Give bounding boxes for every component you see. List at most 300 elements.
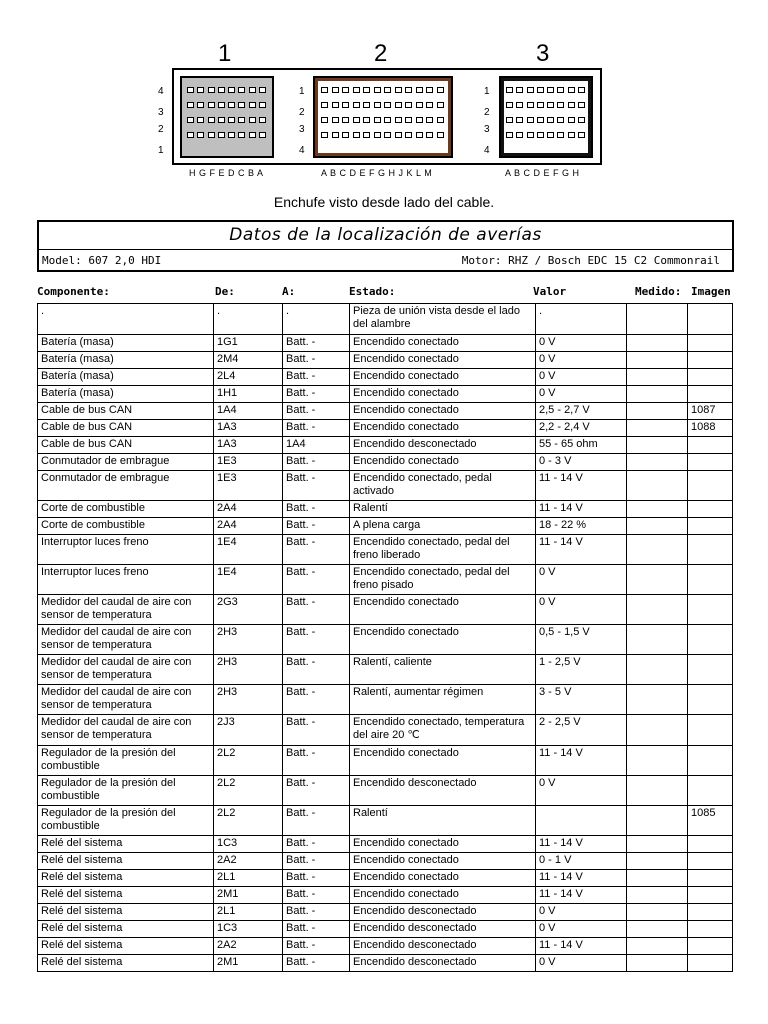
- connector-pin: [218, 117, 225, 123]
- row-estado: Encendido desconectado: [350, 776, 536, 806]
- connector-pin: [228, 87, 235, 93]
- row-componente: Relé del sistema: [38, 955, 214, 972]
- connector-pin: [321, 102, 328, 108]
- row-a: .: [283, 304, 350, 335]
- row-medido: [627, 437, 688, 454]
- connector-pin: [384, 117, 391, 123]
- row-a: Batt. -: [283, 685, 350, 715]
- connector-pin: [342, 87, 349, 93]
- row-componente: Relé del sistema: [38, 870, 214, 887]
- connector-pin: [374, 87, 381, 93]
- row-imagen: [688, 352, 733, 369]
- row-a: Batt. -: [283, 595, 350, 625]
- row-a: Batt. -: [283, 776, 350, 806]
- row-componente: Relé del sistema: [38, 921, 214, 938]
- row-medido: [627, 655, 688, 685]
- row-componente: Conmutador de embrague: [38, 454, 214, 471]
- row-valor: 0,5 - 1,5 V: [536, 625, 627, 655]
- row-medido: [627, 454, 688, 471]
- row-estado: Encendido conectado: [350, 369, 536, 386]
- row-componente: Medidor del caudal de aire con sensor de temperatura: [38, 685, 214, 715]
- row-estado: Encendido conectado: [350, 625, 536, 655]
- row-imagen: [688, 904, 733, 921]
- row-valor: 2,2 - 2,4 V: [536, 420, 627, 437]
- connector-pin: [374, 102, 381, 108]
- row-imagen: [688, 921, 733, 938]
- row-a: Batt. -: [283, 625, 350, 655]
- connector-pin: [197, 117, 204, 123]
- connector-2-pins: [321, 87, 445, 138]
- connector-1-row-label: 4: [158, 86, 164, 97]
- connector-pin: [527, 117, 534, 123]
- connector-pin: [557, 87, 564, 93]
- connector-pin: [249, 117, 256, 123]
- column-header-estado: Estado:: [349, 285, 396, 298]
- row-componente: Relé del sistema: [38, 853, 214, 870]
- column-header-imagen: Imagen: [691, 285, 731, 298]
- connector-pin: [218, 102, 225, 108]
- connector-pin: [332, 102, 339, 108]
- row-imagen: [688, 955, 733, 972]
- connector-pin: [353, 132, 360, 138]
- row-medido: [627, 386, 688, 403]
- row-medido: [627, 420, 688, 437]
- row-valor: 11 - 14 V: [536, 870, 627, 887]
- row-valor: 0 V: [536, 369, 627, 386]
- row-valor: 0 V: [536, 386, 627, 403]
- row-medido: [627, 518, 688, 535]
- row-de: 2A4: [214, 501, 283, 518]
- table-row: [38, 369, 733, 386]
- table-row: [38, 403, 733, 420]
- row-de: 1E3: [214, 454, 283, 471]
- row-valor: 11 - 14 V: [536, 887, 627, 904]
- row-valor: 11 - 14 V: [536, 836, 627, 853]
- connector-pin: [416, 87, 423, 93]
- row-imagen: [688, 437, 733, 454]
- table-row: [38, 454, 733, 471]
- row-de: 2L2: [214, 776, 283, 806]
- row-a: Batt. -: [283, 955, 350, 972]
- connector-pin: [437, 87, 444, 93]
- row-componente: Cable de bus CAN: [38, 420, 214, 437]
- connector-pin: [516, 87, 523, 93]
- row-imagen: [688, 454, 733, 471]
- connector-pin: [208, 102, 215, 108]
- row-a: Batt. -: [283, 369, 350, 386]
- connector-pin: [568, 117, 575, 123]
- row-medido: [627, 938, 688, 955]
- row-medido: [627, 501, 688, 518]
- row-de: 2M1: [214, 887, 283, 904]
- connector-pin: [197, 102, 204, 108]
- row-de: .: [214, 304, 283, 335]
- row-imagen: [688, 471, 733, 501]
- column-header-de: De:: [215, 285, 235, 298]
- connector-pin: [353, 87, 360, 93]
- row-de: 1A4: [214, 403, 283, 420]
- row-componente: Relé del sistema: [38, 836, 214, 853]
- row-de: 1C3: [214, 836, 283, 853]
- row-valor: 11 - 14 V: [536, 535, 627, 565]
- row-medido: [627, 595, 688, 625]
- row-de: 2M1: [214, 955, 283, 972]
- connector-3-row-label: 3: [484, 124, 490, 135]
- row-estado: Pieza de unión vista desde el lado del alambre: [350, 304, 536, 335]
- connector-pin: [506, 117, 513, 123]
- row-de: 2M4: [214, 352, 283, 369]
- row-estado: Encendido conectado: [350, 887, 536, 904]
- row-estado: Encendido conectado, pedal del freno liberado: [350, 535, 536, 565]
- connector-pin: [363, 102, 370, 108]
- row-valor: [536, 806, 627, 836]
- connector-3-number: 3: [536, 40, 550, 67]
- connector-pin: [249, 87, 256, 93]
- row-componente: Regulador de la presión del combustible: [38, 746, 214, 776]
- motor-label: Motor: RHZ / Bosch EDC 15 C2 Commonrail: [461, 254, 720, 267]
- connector-pin: [578, 87, 585, 93]
- connector-pin: [578, 117, 585, 123]
- row-valor: 0 - 1 V: [536, 853, 627, 870]
- table-row: [38, 386, 733, 403]
- row-medido: [627, 625, 688, 655]
- row-imagen: [688, 938, 733, 955]
- connector-1-row-label: 3: [158, 107, 164, 118]
- row-imagen: [688, 746, 733, 776]
- row-medido: [627, 304, 688, 335]
- row-medido: [627, 887, 688, 904]
- row-de: 1E3: [214, 471, 283, 501]
- row-componente: Medidor del caudal de aire con sensor de temperatura: [38, 595, 214, 625]
- row-a: Batt. -: [283, 386, 350, 403]
- row-a: Batt. -: [283, 420, 350, 437]
- row-componente: Interruptor luces freno: [38, 535, 214, 565]
- connector-pin: [259, 102, 266, 108]
- connector-pin: [578, 132, 585, 138]
- row-valor: 0 V: [536, 352, 627, 369]
- row-a: Batt. -: [283, 806, 350, 836]
- diagram-caption: Enchufe visto desde lado del cable.: [273, 194, 495, 210]
- connector-pin: [249, 132, 256, 138]
- connector-pin: [187, 117, 194, 123]
- connector-pin: [557, 117, 564, 123]
- row-medido: [627, 904, 688, 921]
- connector-pin: [395, 87, 402, 93]
- row-componente: Cable de bus CAN: [38, 403, 214, 420]
- table-row: [38, 921, 733, 938]
- row-estado: Ralentí, caliente: [350, 655, 536, 685]
- connector-pin: [568, 102, 575, 108]
- row-de: 2L2: [214, 806, 283, 836]
- row-de: 1E4: [214, 565, 283, 595]
- row-medido: [627, 921, 688, 938]
- connector-pin: [405, 117, 412, 123]
- table-row: [38, 853, 733, 870]
- connector-pin: [321, 87, 328, 93]
- row-valor: 18 - 22 %: [536, 518, 627, 535]
- row-valor: 0 V: [536, 921, 627, 938]
- table-row: [38, 501, 733, 518]
- row-componente: Corte de combustible: [38, 518, 214, 535]
- row-estado: Encendido conectado: [350, 454, 536, 471]
- table-row: [38, 335, 733, 352]
- connector-pin: [568, 87, 575, 93]
- connector-pin: [516, 102, 523, 108]
- connector-pin: [342, 117, 349, 123]
- connector-pin: [516, 117, 523, 123]
- row-de: 2A2: [214, 938, 283, 955]
- row-medido: [627, 836, 688, 853]
- connector-pin: [353, 117, 360, 123]
- row-medido: [627, 352, 688, 369]
- row-valor: 2 - 2,5 V: [536, 715, 627, 746]
- row-de: 2A2: [214, 853, 283, 870]
- connector-pin: [332, 87, 339, 93]
- row-de: 2H3: [214, 625, 283, 655]
- connector-2-number: 2: [374, 40, 388, 67]
- row-a: Batt. -: [283, 853, 350, 870]
- row-de: 2H3: [214, 655, 283, 685]
- row-estado: Encendido conectado: [350, 420, 536, 437]
- row-estado: Encendido desconectado: [350, 921, 536, 938]
- connector-3-row-label: 1: [484, 86, 490, 97]
- row-medido: [627, 746, 688, 776]
- table-row: [38, 904, 733, 921]
- row-a: Batt. -: [283, 501, 350, 518]
- row-componente: Medidor del caudal de aire con sensor de temperatura: [38, 625, 214, 655]
- row-de: 1G1: [214, 335, 283, 352]
- row-imagen: [688, 565, 733, 595]
- connector-pin: [405, 132, 412, 138]
- row-componente: Medidor del caudal de aire con sensor de temperatura: [38, 715, 214, 746]
- connector-2-row-label: 2: [299, 107, 305, 118]
- connector-pin: [363, 132, 370, 138]
- connector-pin: [537, 102, 544, 108]
- row-a: Batt. -: [283, 904, 350, 921]
- table-row: [38, 836, 733, 853]
- row-imagen: [688, 595, 733, 625]
- connector-pin: [374, 132, 381, 138]
- row-estado: Ralentí: [350, 501, 536, 518]
- connector-pin: [537, 132, 544, 138]
- connector-pin: [547, 132, 554, 138]
- connector-pin: [321, 132, 328, 138]
- connector-pin: [537, 87, 544, 93]
- row-de: 2L1: [214, 904, 283, 921]
- connector-pin: [384, 102, 391, 108]
- row-medido: [627, 335, 688, 352]
- row-estado: Encendido conectado, pedal activado: [350, 471, 536, 501]
- model-label: Model: 607 2,0 HDI: [42, 254, 162, 267]
- row-valor: .: [536, 304, 627, 335]
- connector-pin: [568, 132, 575, 138]
- row-a: Batt. -: [283, 454, 350, 471]
- row-estado: Encendido conectado: [350, 853, 536, 870]
- connector-pin: [506, 87, 513, 93]
- row-medido: [627, 471, 688, 501]
- connector-1-row-label: 2: [158, 124, 164, 135]
- row-estado: A plena carga: [350, 518, 536, 535]
- row-de: 2J3: [214, 715, 283, 746]
- row-valor: 1 - 2,5 V: [536, 655, 627, 685]
- connector-pin: [187, 102, 194, 108]
- row-componente: Batería (masa): [38, 335, 214, 352]
- report-header: [37, 220, 734, 272]
- row-estado: Encendido conectado: [350, 595, 536, 625]
- connector-pin: [321, 117, 328, 123]
- table-row: [38, 955, 733, 972]
- connector-pin: [578, 102, 585, 108]
- report-title: Datos de la localización de averías: [229, 225, 542, 245]
- connector-1-pins: [187, 87, 267, 138]
- row-a: Batt. -: [283, 565, 350, 595]
- connector-pin: [527, 132, 534, 138]
- connector-pin: [416, 102, 423, 108]
- row-valor: 0 V: [536, 335, 627, 352]
- connector-pin: [516, 132, 523, 138]
- row-valor: 0 V: [536, 955, 627, 972]
- connector-2-letters: A B C D E F G H J K L M: [321, 168, 433, 178]
- connector-pin: [416, 117, 423, 123]
- connector-pin: [416, 132, 423, 138]
- connector-3-letters: A B C D E F G H: [505, 168, 580, 178]
- table-row: [38, 518, 733, 535]
- row-a: Batt. -: [283, 335, 350, 352]
- row-imagen: 1088: [688, 420, 733, 437]
- connector-pin: [218, 87, 225, 93]
- connector-pin: [187, 132, 194, 138]
- row-medido: [627, 403, 688, 420]
- connector-1-number: 1: [218, 40, 232, 67]
- connector-pin: [238, 132, 245, 138]
- column-header-componente: Componente:: [37, 285, 110, 298]
- row-imagen: [688, 625, 733, 655]
- connector-pin: [395, 117, 402, 123]
- table-row: [38, 938, 733, 955]
- row-estado: Encendido conectado: [350, 870, 536, 887]
- row-de: 2L4: [214, 369, 283, 386]
- connector-pin: [208, 117, 215, 123]
- connector-pin: [228, 117, 235, 123]
- row-valor: 11 - 14 V: [536, 938, 627, 955]
- row-componente: Conmutador de embrague: [38, 471, 214, 501]
- row-a: Batt. -: [283, 746, 350, 776]
- row-componente: .: [38, 304, 214, 335]
- connector-pin: [228, 132, 235, 138]
- row-estado: Encendido conectado: [350, 746, 536, 776]
- row-de: 1A3: [214, 437, 283, 454]
- row-de: 1E4: [214, 535, 283, 565]
- row-valor: 11 - 14 V: [536, 501, 627, 518]
- row-medido: [627, 685, 688, 715]
- connector-2-row-label: 1: [299, 86, 305, 97]
- row-a: Batt. -: [283, 836, 350, 853]
- row-a: Batt. -: [283, 887, 350, 904]
- connector-2-row-label: 3: [299, 124, 305, 135]
- table-row: [38, 806, 733, 836]
- table-row: [38, 685, 733, 715]
- table-row: [38, 625, 733, 655]
- row-imagen: 1087: [688, 403, 733, 420]
- table-row: [38, 565, 733, 595]
- row-estado: Encendido conectado, pedal del freno pisado: [350, 565, 536, 595]
- row-imagen: [688, 501, 733, 518]
- row-a: 1A4: [283, 437, 350, 454]
- connector-pin: [374, 117, 381, 123]
- connector-pin: [405, 102, 412, 108]
- connector-pin: [238, 102, 245, 108]
- connector-pin: [332, 117, 339, 123]
- row-valor: 11 - 14 V: [536, 471, 627, 501]
- table-row: [38, 471, 733, 501]
- row-imagen: [688, 369, 733, 386]
- connector-pin: [557, 132, 564, 138]
- row-medido: [627, 535, 688, 565]
- connector-3-row-label: 2: [484, 107, 490, 118]
- row-imagen: [688, 836, 733, 853]
- row-valor: 2,5 - 2,7 V: [536, 403, 627, 420]
- connector-pin: [197, 87, 204, 93]
- table-row: [38, 535, 733, 565]
- row-a: Batt. -: [283, 715, 350, 746]
- table-row: [38, 437, 733, 454]
- row-imagen: [688, 335, 733, 352]
- connector-pin: [332, 132, 339, 138]
- row-componente: Batería (masa): [38, 352, 214, 369]
- connector-pin: [384, 132, 391, 138]
- row-a: Batt. -: [283, 471, 350, 501]
- table-row: [38, 746, 733, 776]
- connector-pin: [426, 102, 433, 108]
- table-row: [38, 352, 733, 369]
- row-estado: Ralentí: [350, 806, 536, 836]
- row-estado: Encendido desconectado: [350, 437, 536, 454]
- table-row: [38, 887, 733, 904]
- connector-3-row-label: 4: [484, 145, 490, 156]
- connector-pin: [363, 87, 370, 93]
- row-a: Batt. -: [283, 870, 350, 887]
- connector-pin: [228, 102, 235, 108]
- row-imagen: 1085: [688, 806, 733, 836]
- row-de: 1C3: [214, 921, 283, 938]
- row-de: 2G3: [214, 595, 283, 625]
- row-estado: Encendido desconectado: [350, 904, 536, 921]
- row-imagen: [688, 535, 733, 565]
- row-medido: [627, 853, 688, 870]
- connector-pin: [238, 87, 245, 93]
- row-a: Batt. -: [283, 938, 350, 955]
- connector-pin: [426, 117, 433, 123]
- connector-pin: [208, 87, 215, 93]
- row-componente: Relé del sistema: [38, 887, 214, 904]
- row-a: Batt. -: [283, 352, 350, 369]
- connector-pin: [426, 87, 433, 93]
- table-row: [38, 420, 733, 437]
- row-componente: Regulador de la presión del combustible: [38, 806, 214, 836]
- row-a: Batt. -: [283, 535, 350, 565]
- row-imagen: [688, 887, 733, 904]
- connector-pin: [259, 117, 266, 123]
- connector-pin: [437, 132, 444, 138]
- connector-pin: [437, 117, 444, 123]
- connector-diagram: [0, 0, 768, 185]
- row-imagen: [688, 776, 733, 806]
- column-header-a: A:: [282, 285, 296, 298]
- connector-3-pins: [506, 87, 586, 138]
- connector-pin: [342, 132, 349, 138]
- row-componente: Interruptor luces freno: [38, 565, 214, 595]
- connector-pin: [363, 117, 370, 123]
